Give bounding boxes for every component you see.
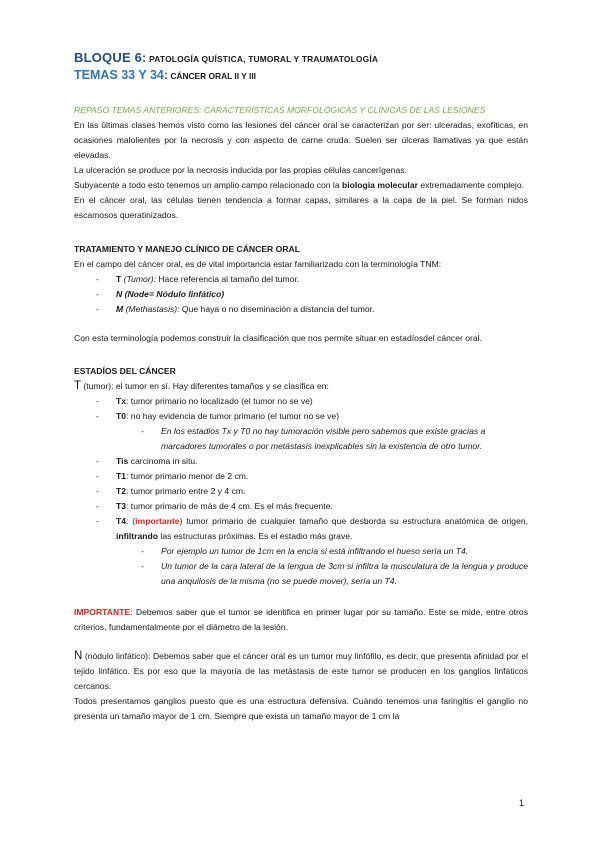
stage-code: T4 bbox=[116, 516, 127, 526]
review-paragraph-1: En las últimas clases hemos visto como las lesiones del cáncer oral se caracterizan por ser: ulceradas, exofíticas, en ocasiones malolientes por la necrosis y con aspecto de carne cruda. Suelen ser úlceras llamativas ya que están elevadas. bbox=[74, 120, 528, 160]
stage-item bbox=[96, 499, 528, 514]
t-intro-text: (tumor): el tumor en sí. Hay diferentes tamaños y se clasifica en: bbox=[81, 381, 329, 391]
topics-title: CÁNCER ORAL II Y III bbox=[168, 71, 256, 81]
stage-code: T2 bbox=[116, 486, 127, 496]
topics-label: TEMAS 33 Y 34: bbox=[74, 68, 169, 82]
stage-code: T3 bbox=[116, 501, 127, 511]
t0-note: - En los estadios Tx y T0 no hay tumoración visible pero sabemos que existe gracias a marcadores tumorales o por metástasis inexplicables sin la existencia de otro tumor. bbox=[141, 424, 528, 454]
tnm-code: M bbox=[116, 304, 124, 314]
node-text-1: (nódulo linfático): Debemos saber que el cáncer oral es un tumor muy linfófilo, es decir, que presenta afinidad por el tejido linfático. Es por eso que la mayoría de las metástasis de este tumor se producen en los ganglios linfáticos cercanos. bbox=[74, 651, 528, 691]
review-section-title: REPASO TEMAS ANTERIORES: CARACTERÍSTICAS MORFOLÓGICAS Y CLÍNICAS DE LAS LESIONES bbox=[74, 105, 486, 115]
page-content bbox=[74, 50, 528, 724]
review-paragraph-4: En el cáncer oral, las células tienen tendencia a formar capas, similares a la capa de la piel. Se forman nidos escamosos queratinizados. bbox=[74, 195, 528, 220]
stages-section-title: ESTADÍOS DEL CÁNCER bbox=[74, 366, 176, 376]
tnm-item-m bbox=[96, 302, 528, 317]
tnm-code: N bbox=[116, 289, 123, 299]
stage-code: T1 bbox=[116, 471, 127, 481]
review-paragraph-3 bbox=[74, 178, 528, 193]
important-text: : Debemos saber que el tumor se identifica en primer lugar por su tamaño. Este se mide, entre otros criterios, fundamentalmente por el diámetro de la lesión. bbox=[74, 607, 528, 632]
tnm-item-t bbox=[96, 272, 528, 287]
tnm-desc: (Methastasis): bbox=[125, 304, 180, 314]
stage-text: : tumor primario de más de 4 cm. Es el más frecuente. bbox=[126, 501, 333, 511]
stage-item bbox=[96, 409, 528, 454]
tnm-code: T bbox=[116, 274, 122, 284]
stage-item bbox=[96, 394, 528, 409]
t0-note-list bbox=[116, 424, 528, 454]
n-letter: N bbox=[74, 650, 83, 662]
t4-example: - Por ejemplo un tumor de 1cm en la encía si está infiltrando el hueso sería un T4. bbox=[141, 544, 528, 559]
t4-bold: infiltrando bbox=[116, 531, 159, 541]
review-paragraph-2: La ulceración se produce por la necrosis inducida por las propias células cancerígenas. bbox=[74, 165, 407, 175]
t4-important: importante bbox=[135, 516, 180, 526]
t4-text-a: ) tumor primario de cualquier tamaño que desborda su estructura anatómica de origen, bbox=[179, 516, 529, 526]
stage-code: Tis bbox=[116, 456, 129, 466]
tnm-item-n bbox=[96, 287, 528, 302]
topics-heading bbox=[74, 67, 528, 84]
important-note bbox=[74, 605, 528, 635]
t-letter: T bbox=[74, 380, 82, 392]
treatment-conclusion: Con esta terminología podemos construir la clasificación que nos permite situar en estadíosdel cáncer oral. bbox=[74, 333, 482, 343]
t-intro bbox=[74, 379, 528, 394]
stage-item bbox=[96, 454, 528, 469]
stage-text: : tumor primario no localizado (el tumor no se ve) bbox=[126, 396, 313, 406]
tnm-desc: (Node= Nódulo linfático) bbox=[124, 289, 225, 299]
stage-code: T0 bbox=[116, 411, 127, 421]
block-title: PATOLOGÍA QUÍSTICA, TUMORAL Y TRAUMATOLOGÍA bbox=[146, 54, 379, 64]
block-heading bbox=[74, 50, 528, 67]
t4-example: - Un tumor de la cara lateral de la lengua de 3cm si infiltra la musculatura de la lengua y produce una anquilosis de la misma (no se puede mover), sería un T4. bbox=[141, 559, 528, 589]
node-paragraph-1 bbox=[74, 649, 528, 694]
page-number: 1 bbox=[519, 798, 525, 808]
node-paragraph-2: Todos presentamos ganglios puesto que es una estructura defensiva. Cuándo tenemos una faringitis el ganglio no presenta un tamaño mayor de 1 cm. Siempre que exista un tamaño mayor de 1 cm la bbox=[74, 696, 528, 721]
tnm-text: Hace referencia al tamaño del tumor. bbox=[155, 274, 300, 284]
t4-examples bbox=[116, 544, 528, 589]
review-p3-bold: biología molecular bbox=[342, 180, 418, 190]
review-p3-text-b: extremadamente complejo. bbox=[417, 180, 524, 190]
important-label: IMPORTANTE bbox=[74, 607, 131, 617]
tnm-text: Que haya o no diseminación a distancia del tumor. bbox=[179, 304, 375, 314]
stage-code: Tx bbox=[116, 396, 127, 406]
tnm-desc: (Tumor): bbox=[123, 274, 156, 284]
review-p3-text-a: Subyacente a todo esto tenemos un amplio campo relacionado con la bbox=[74, 180, 343, 190]
stage-item bbox=[96, 469, 528, 484]
treatment-section-title: TRATAMIENTO Y MANEJO CLÍNICO DE CÁNCER ORAL bbox=[74, 244, 300, 254]
stage-item bbox=[96, 484, 528, 499]
t-stage-list bbox=[74, 394, 528, 589]
stage-text: : tumor primario menor de 2 cm. bbox=[126, 471, 249, 481]
tnm-list bbox=[74, 272, 528, 317]
stage-text: : tumor primario entre 2 y 4 cm. bbox=[126, 486, 246, 496]
stage-item-t4 bbox=[96, 514, 528, 589]
block-label: BLOQUE 6: bbox=[74, 50, 147, 65]
t4-text-b: las estructuras próximas. Es el estadio más grave. bbox=[158, 531, 353, 541]
t4-open: : ( bbox=[126, 516, 136, 526]
treatment-intro: En el campo del cáncer oral, es de vital importancia estar familiarizado con la terminología TNM: bbox=[74, 259, 442, 269]
stage-text: carcinoma in situ. bbox=[128, 456, 198, 466]
stage-text: : no hay evidencia de tumor primario (el tumor no se ve) bbox=[126, 411, 340, 421]
